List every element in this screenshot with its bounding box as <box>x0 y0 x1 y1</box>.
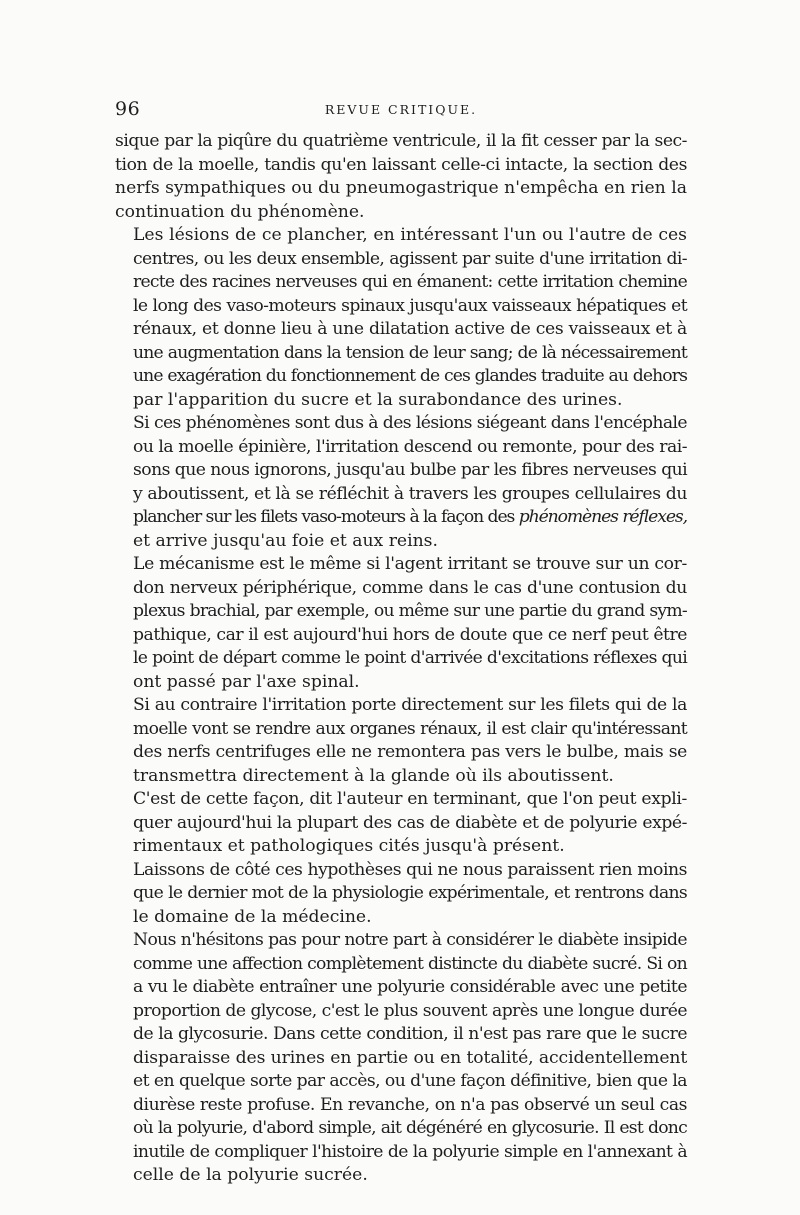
text-line: moelle vont se rendre aux organes rénaux, il est clair qu'intéressant <box>133 718 687 739</box>
text-line: centres, ou les deux ensemble, agissent par suite d'une irritation di- <box>133 248 687 269</box>
text-line: plexus brachial, par exemple, ou même sur une partie du grand sym- <box>133 601 687 621</box>
text-line: rimentaux et pathologiques cités jusqu'à présent. <box>133 836 565 856</box>
text-line: une augmentation dans la tension de leur sang; de là nécessairement <box>133 342 687 363</box>
text-line-with-italic <box>115 506 687 530</box>
page-number: 96 <box>115 98 141 120</box>
page-header <box>115 98 687 122</box>
text-line: et en quelque sorte par accès, ou d'une façon définitive, bien que la <box>133 1071 687 1091</box>
text-line: Nous n'hésitons pas pour notre part à considérer le diabète insipide <box>133 930 688 950</box>
text-line: où la polyurie, d'abord simple, ait dégénéré en glycosurie. Il est donc <box>133 1118 687 1138</box>
text-line: ou la moelle épinière, l'irritation descend ou remonte, pour des rai- <box>133 436 687 457</box>
text-line: continuation du phénomène. <box>115 201 365 222</box>
text-line: transmettra directement à la glande où ils aboutissent. <box>133 765 614 786</box>
text-line: celle de la polyurie sucrée. <box>133 1165 368 1185</box>
paragraph-1 <box>115 130 687 224</box>
italic-phrase: phénomènes réflexes, <box>518 507 687 527</box>
text-line: comme une affection complètement distincte du diabète sucré. Si on <box>133 953 687 974</box>
text-line: Les lésions de ce plancher, en intéressant l'un ou l'autre de ces <box>133 225 687 245</box>
text-line: nerfs sympathiques ou du pneumogastrique n'empêcha en rien la <box>115 178 687 198</box>
paragraph-7 <box>115 859 687 930</box>
text-line: des nerfs centrifuges elle ne remontera pas vers le bulbe, mais se <box>133 742 687 762</box>
text-line: rénaux, et donne lieu à une dilatation active de ces vaisseaux et à <box>133 319 687 339</box>
text-line: de la glycosurie. Dans cette condition, il n'est pas rare que le sucre <box>133 1024 687 1044</box>
text-line: sique par la piqûre du quatrième ventricule, il la fit cesser par la sec- <box>115 131 687 151</box>
text-line: sons que nous ignorons, jusqu'au bulbe par les fibres nerveuses qui <box>133 460 688 480</box>
text-line: Laissons de côté ces hypothèses qui ne nous paraissent rien moins <box>133 859 687 880</box>
text-line: Le mécanisme est le même si l'agent irritant se trouve sur un cor- <box>133 554 687 574</box>
text-line: le point de départ comme le point d'arrivée d'excitations réflexes qui <box>133 648 687 668</box>
text-line: diurèse reste profuse. En revanche, on n'a pas observé un seul cas <box>133 1094 687 1115</box>
text-line: une exagération du fonctionnement de ces glandes traduite au dehors <box>133 366 687 386</box>
running-title: REVUE CRITIQUE. <box>324 102 478 117</box>
text-line: que le dernier mot de la physiologie expérimentale, et rentrons dans <box>133 883 687 903</box>
text-segment: plancher sur les filets vaso-moteurs à la façon des <box>133 507 515 527</box>
text-line: disparaisse des urines en partie ou en totalité, accidentellement <box>133 1047 688 1068</box>
text-line: Si au contraire l'irritation porte directement sur les filets qui de la <box>133 695 687 715</box>
paragraph-6 <box>115 788 687 859</box>
text-line: Si ces phénomènes sont dus à des lésions siégeant dans l'encéphale <box>133 413 687 433</box>
text-line: y aboutissent, et là se réfléchit à travers les groupes cellulaires du <box>133 483 687 504</box>
paragraph-5 <box>115 694 687 788</box>
paragraph-4 <box>115 553 687 694</box>
text-line: le long des vaso-moteurs spinaux jusqu'aux vaisseaux hépatiques et <box>133 295 687 316</box>
text-line: proportion de glycose, c'est le plus souvent après une longue durée <box>133 1000 687 1021</box>
text-line: et arrive jusqu'au foie et aux reins. <box>133 530 438 551</box>
text-line: le domaine de la médecine. <box>133 906 372 927</box>
body-text <box>115 130 687 1188</box>
text-line: C'est de cette façon, dit l'auteur en terminant, que l'on peut expli- <box>133 789 687 809</box>
text-line: inutile de compliquer l'histoire de la polyurie simple en l'annexant à <box>133 1141 687 1162</box>
paragraph-2 <box>115 224 687 412</box>
text-line: quer aujourd'hui la plupart des cas de diabète et de polyurie expé- <box>133 812 687 833</box>
text-line: recte des racines nerveuses qui en émanent: cette irritation chemine <box>133 272 687 292</box>
text-line: a vu le diabète entraîner une polyurie considérable avec une petite <box>133 977 687 997</box>
paragraph-3 <box>115 412 687 553</box>
text-line: don nerveux périphérique, comme dans le cas d'une contusion du <box>133 577 687 598</box>
text-line: tion de la moelle, tandis qu'en laissant celle-ci intacte, la section des <box>115 154 687 175</box>
text-line: pathique, car il est aujourd'hui hors de doute que ce nerf peut être <box>133 624 687 645</box>
text-line: ont passé par l'axe spinal. <box>133 671 360 692</box>
text-line: par l'apparition du sucre et la surabondance des urines. <box>133 389 623 410</box>
paragraph-8 <box>115 929 687 1188</box>
